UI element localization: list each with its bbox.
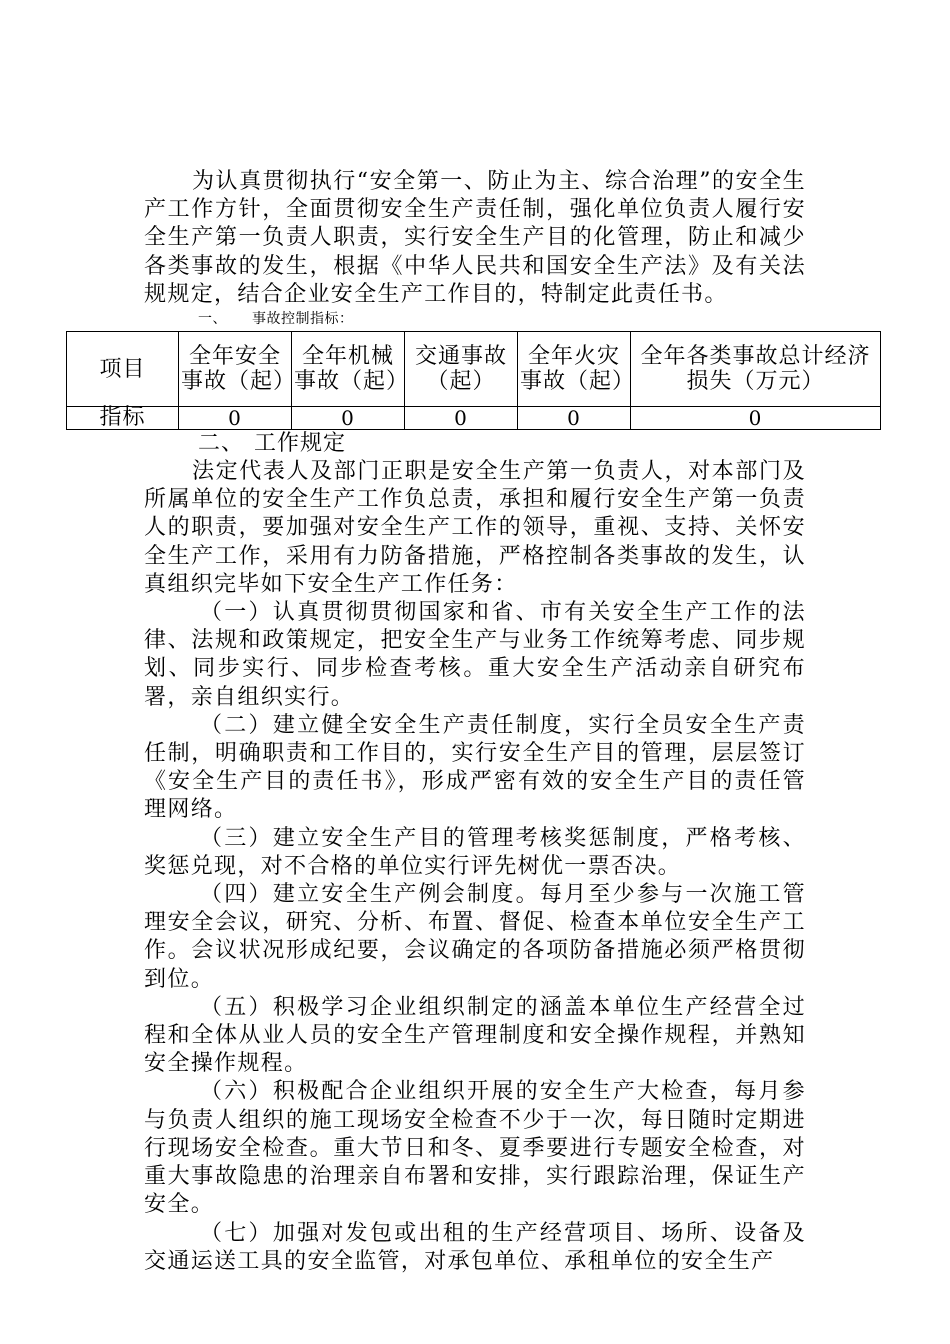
accident-indicator-table bbox=[66, 331, 881, 430]
document-page bbox=[99, 168, 871, 1276]
row-label-indicator: 指标 bbox=[67, 407, 179, 430]
section-1-number: 一、 bbox=[198, 311, 227, 328]
header-safety-accidents: 全年安全事故（起） bbox=[179, 332, 292, 407]
value-safety-accidents: 0 bbox=[179, 407, 292, 430]
header-item: 项目 bbox=[67, 332, 179, 407]
section-2-title: 工作规定 bbox=[254, 431, 347, 457]
value-fire-accidents: 0 bbox=[518, 407, 631, 430]
section-2-number: 二、 bbox=[198, 431, 245, 457]
table-header-row bbox=[67, 332, 881, 407]
header-traffic-accidents: 交通事故（起） bbox=[405, 332, 518, 407]
section-2-heading bbox=[144, 430, 806, 458]
table-row bbox=[67, 407, 881, 430]
task-item-5: （五）积极学习企业组织制定的涵盖本单位生产经营全过程和全体从业人员的安全生产管理制度和安全操作规程，并熟知安全操作规程。 bbox=[144, 994, 806, 1077]
task-item-3: （三）建立安全生产目的管理考核奖惩制度，严格考核、奖惩兑现，对不合格的单位实行评先树优一票否决。 bbox=[144, 825, 806, 879]
task-item-6: （六）积极配合企业组织开展的安全生产大检查，每月参与负责人组织的施工现场安全检查不少于一次，每日随时定期进行现场安全检查。重大节日和冬、夏季要进行专题安全检查，对重大事故隐患的治理亲自布署和安排，实行跟踪治理，保证生产安全。 bbox=[144, 1079, 806, 1218]
duty-paragraph: 法定代表人及部门正职是安全生产第一负责人，对本部门及所属单位的安全生产工作负总责，承担和履行安全生产第一负责人的职责，要加强对安全生产工作的领导，重视、支持、关怀安全生产工作，采用有力防备措施，严格控制各类事故的发生，认真组织完毕如下安全生产工作任务： bbox=[144, 459, 806, 597]
task-item-1: （一）认真贯彻贯彻国家和省、市有关安全生产工作的法律、法规和政策规定，把安全生产与业务工作统筹考虑、同步规划、同步实行、同步检查考核。重大安全生产活动亲自研究布署，亲自组织实行。 bbox=[144, 600, 806, 710]
value-economic-loss: 0 bbox=[631, 407, 881, 430]
header-machinery-accidents: 全年机械事故（起） bbox=[292, 332, 405, 407]
task-item-7: （七）加强对发包或出租的生产经营项目、场所、设备及交通运送工具的安全监管，对承包单位、承租单位的安全生产 bbox=[144, 1220, 806, 1274]
header-fire-accidents: 全年火灾事故（起） bbox=[518, 332, 631, 407]
value-traffic-accidents: 0 bbox=[405, 407, 518, 430]
section-1-title: 事故控制指标： bbox=[252, 311, 354, 328]
task-item-4: （四）建立安全生产例会制度。每月至少参与一次施工管理安全会议，研究、分析、布置、督促、检查本单位安全生产工作。会议状况形成纪要，会议确定的各项防备措施必须严格贯彻到位。 bbox=[144, 882, 806, 992]
intro-paragraph: 为认真贯彻执行“安全第一、防止为主、综合治理”的安全生产工作方针，全面贯彻安全生产责任制，强化单位负责人履行安全生产第一负责人职责，实行安全生产目的化管理，防止和减少各类事故的发生，根据《中华人民共和国安全生产法》及有关法规规定，结合企业安全生产工作目的，特制定此责任书。 bbox=[144, 169, 806, 307]
task-item-2: （二）建立健全安全生产责任制度，实行全员安全生产责任制，明确职责和工作目的，实行安全生产目的管理，层层签订《安全生产目的责任书》，形成严密有效的安全生产目的责任管理网络。 bbox=[144, 712, 806, 823]
value-machinery-accidents: 0 bbox=[292, 407, 405, 430]
section-1-heading bbox=[144, 309, 806, 329]
header-economic-loss: 全年各类事故总计经济损失（万元） bbox=[631, 332, 881, 407]
